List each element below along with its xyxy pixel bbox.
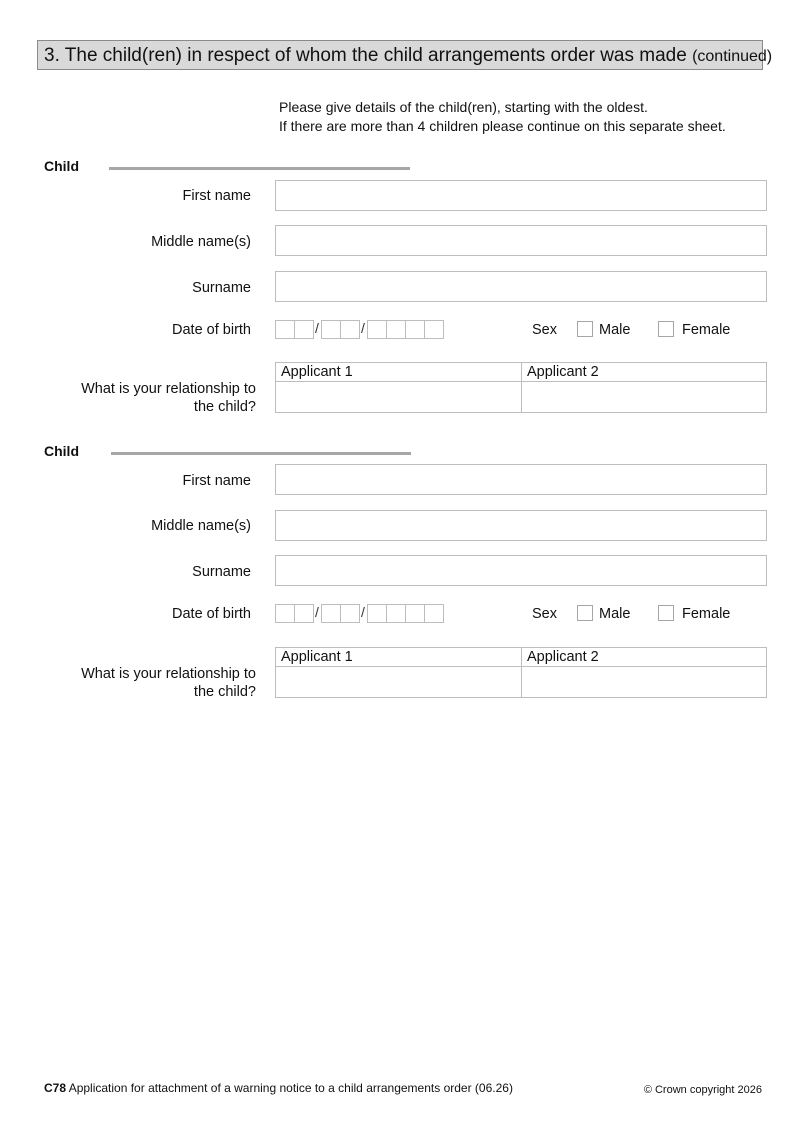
applicant-1-header: Applicant 1 [276,363,522,382]
sex-female-label: Female [682,606,731,622]
middle-name-label: Middle name(s) [151,518,251,534]
surname-label: Surname [192,564,251,580]
applicant-1-relationship-input[interactable] [276,382,522,412]
section-title: 3. The child(ren) in respect of whom the child arrangements order was made [44,45,687,66]
child-heading: Child [44,443,79,459]
footer-copyright: © Crown copyright 2026 [643,1084,762,1096]
dob-separator: / [361,320,365,336]
intro-line-2: If there are more than 4 children please continue on this separate sheet. [279,118,726,134]
relationship-label-line-2: the child? [193,399,256,415]
dob-year-digit-4[interactable] [424,604,444,623]
dob-separator: / [315,604,319,620]
applicant-1-header: Applicant 1 [276,648,522,667]
surname-input[interactable] [275,271,767,302]
surname-input[interactable] [275,555,767,586]
middle-name-input[interactable] [275,510,767,541]
dob-separator: / [315,320,319,336]
child-heading-rule [111,452,411,455]
relationship-label-line-1: What is your relationship to [81,381,256,397]
section-title-suffix: (continued) [692,48,773,65]
dob-day-digit-2[interactable] [294,320,314,339]
sex-male-checkbox[interactable] [577,605,593,621]
applicant-2-relationship-input[interactable] [522,382,766,412]
section-header [37,40,773,70]
relationship-label [81,380,256,416]
sex-female-label: Female [682,322,731,338]
sex-label: Sex [532,322,557,338]
applicant-1-relationship-input[interactable] [276,667,522,697]
dob-year-digit-3[interactable] [405,604,425,623]
footer-form-info [44,1081,513,1095]
dob-day-digit-1[interactable] [275,604,295,623]
middle-name-label: Middle name(s) [151,234,251,250]
child-heading-rule [109,167,410,170]
dob-label: Date of birth [172,606,251,622]
dob-year-digit-3[interactable] [405,320,425,339]
child-heading: Child [44,158,79,174]
relationship-label-line-2: the child? [193,684,256,700]
dob-month-digit-2[interactable] [340,320,360,339]
intro-line-1: Please give details of the child(ren), starting with the oldest. [279,99,648,115]
sex-male-label: Male [599,606,631,622]
dob-year-digit-2[interactable] [386,604,406,623]
dob-day-digit-1[interactable] [275,320,295,339]
sex-label: Sex [532,606,557,622]
relationship-table [275,647,767,698]
surname-label: Surname [192,280,251,296]
dob-separator: / [361,604,365,620]
footer-form-code: C78 [44,1081,67,1095]
relationship-label [81,665,256,701]
dob-year-digit-2[interactable] [386,320,406,339]
first-name-input[interactable] [275,180,767,211]
sex-female-checkbox[interactable] [658,605,674,621]
relationship-table [275,362,767,413]
applicant-2-header: Applicant 2 [522,363,766,382]
dob-year-digit-1[interactable] [367,604,387,623]
dob-year-digit-1[interactable] [367,320,387,339]
footer-form-title: Application for attachment of a warning notice to a child arrangements order (06.26) [68,1081,513,1095]
dob-label: Date of birth [172,322,251,338]
dob-day-digit-2[interactable] [294,604,314,623]
applicant-2-relationship-input[interactable] [522,667,766,697]
relationship-label-line-1: What is your relationship to [81,666,256,682]
first-name-label: First name [182,473,251,489]
applicant-2-header: Applicant 2 [522,648,766,667]
first-name-label: First name [182,188,251,204]
dob-month-digit-1[interactable] [321,320,341,339]
dob-year-digit-4[interactable] [424,320,444,339]
first-name-input[interactable] [275,464,767,495]
dob-month-digit-2[interactable] [340,604,360,623]
dob-month-digit-1[interactable] [321,604,341,623]
sex-female-checkbox[interactable] [658,321,674,337]
sex-male-label: Male [599,322,631,338]
middle-name-input[interactable] [275,225,767,256]
sex-male-checkbox[interactable] [577,321,593,337]
